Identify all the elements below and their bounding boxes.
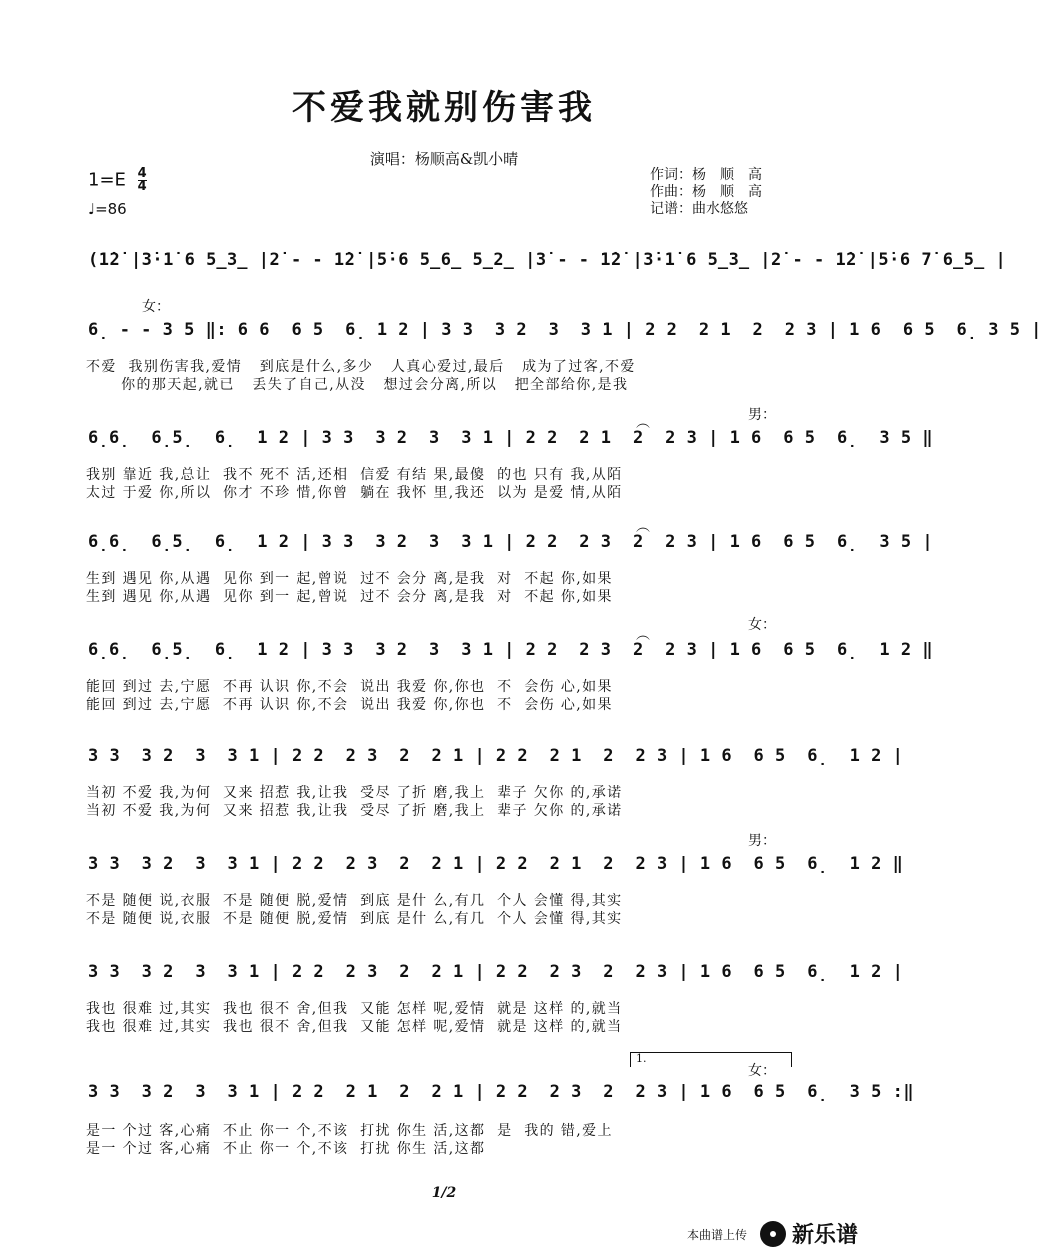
- volta-label: 1.: [636, 1052, 647, 1065]
- part-marker-male: 男：: [748, 407, 776, 423]
- page-number: 1/2: [431, 1185, 457, 1201]
- lyric-row-7-verse-1: 我也 很难 过,其实 我也 很不 舍,但我 又能 怎样 呢,爱情 就是 这样 的,就当: [86, 1001, 623, 1017]
- singer-line: 演唱：杨顺高&凯小晴: [369, 150, 519, 168]
- notation-row-2: 6̣6̣ 6̣5̣ 6̣ 1 2 | 3 3 3 2 3 3 1 | 2 2 2 1 2 2 3 | 1 6 6 5 6̣ 3 5 ‖: [88, 428, 934, 448]
- logo-text: 新乐谱: [792, 1223, 859, 1248]
- upload-note: 本曲谱上传: [687, 1228, 748, 1242]
- lyric-row-8-verse-1: 是一 个过 客,心痛 不止 你一 个,不该 打扰 你生 活,这都 是 我的 错,爱上: [86, 1123, 613, 1139]
- lyric-row-1-verse-2: 你的那天起,就已 丢失了自己,从没 想过会分离,所以 把全部给你,是我: [86, 377, 629, 393]
- notation-row-7: 3 3 3 2 3 3 1 | 2 2 2 3 2 2 1 | 2 2 2 3 2 2 3 | 1 6 6 5 6̣ 1 2 |: [88, 962, 904, 982]
- lyricist-credit: 作词：杨 顺 高: [650, 167, 762, 183]
- lyric-row-4-verse-1: 能回 到过 去,宁愿 不再 认识 你,不会 说出 我爱 你,你也 不 会伤 心,如果: [86, 679, 613, 695]
- lyric-row-1-verse-1: 不爱 我别伤害我,爱情 到底是什么,多少 人真心爱过,最后 成为了过客,不爱: [86, 359, 636, 375]
- lyric-row-7-verse-2: 我也 很难 过,其实 我也 很不 舍,但我 又能 怎样 呢,爱情 就是 这样 的,就当: [86, 1019, 623, 1035]
- lyric-row-5-verse-2: 当初 不爱 我,为何 又来 招惹 我,让我 受尽 了折 磨,我上 辈子 欠你 的,承诺: [86, 803, 623, 819]
- notation-row-3: 6̣6̣ 6̣5̣ 6̣ 1 2 | 3 3 3 2 3 3 1 | 2 2 2 3 2 2 3 | 1 6 6 5 6̣ 3 5 |: [88, 532, 934, 552]
- notation-row-4: 6̣6̣ 6̣5̣ 6̣ 1 2 | 3 3 3 2 3 3 1 | 2 2 2 3 2 2 3 | 1 6 6 5 6̣ 1 2 ‖: [88, 640, 934, 660]
- lyric-row-2-verse-2: 太过 于爱 你,所以 你才 不珍 惜,你曾 躺在 我怀 里,我还 以为 是爱 情,从陌: [86, 485, 623, 501]
- key-signature: [88, 168, 147, 193]
- site-logo[interactable]: [760, 1218, 858, 1249]
- score-title: 不爱我就别伤害我: [292, 88, 596, 128]
- lyric-row-4-verse-2: 能回 到过 去,宁愿 不再 认识 你,不会 说出 我爱 你,你也 不 会伤 心,如果: [86, 697, 613, 713]
- part-marker-female: 女：: [748, 1063, 776, 1079]
- notation-row-8: 3 3 3 2 3 3 1 | 2 2 2 1 2 2 1 | 2 2 2 3 2 2 3 | 1 6 6 5 6̣ 3 5 :‖: [88, 1082, 915, 1102]
- lyric-row-6-verse-2: 不是 随便 说,衣服 不是 随便 脱,爱情 到底 是什 么,有几 个人 会懂 得,其实: [86, 911, 623, 927]
- tie-arc: ︵: [636, 415, 650, 431]
- lyric-row-2-verse-1: 我别 靠近 我,总让 我不 死不 活,还相 信爱 有结 果,最傻 的也 只有 我,从陌: [86, 467, 623, 483]
- notation-row-1: 6̣ - - 3 5 ‖: 6 6 6 5 6̣ 1 2 | 3 3 3 2 3 3 1 | 2 2 2 1 2 2 3 | 1 6 6 5 6̣ 3 5 |: [88, 320, 1042, 340]
- credits-block: [650, 167, 762, 218]
- time-signature-bottom: 4: [137, 179, 147, 194]
- lyric-row-8-verse-2: 是一 个过 客,心痛 不止 你一 个,不该 打扰 你生 活,这都: [86, 1141, 486, 1157]
- notation-row-intro: (1̇2̇ |3̇·1̇ 6 5̲3̲ |2̇ - - 1̇2̇ |5̇·6 5̲6̲ 5̲2̲ |3̇ - - 1̇2̇ |3̇·1̇ 6 5̲3̲ |2̇ - - 1̇2̇ |5̇·6 7̇ 6̲5̲ |: [88, 250, 1007, 270]
- lyric-row-3-verse-1: 生到 遇见 你,从遇 见你 到一 起,曾说 过不 会分 离,是我 对 不起 你,如果: [86, 571, 613, 587]
- disc-icon: [760, 1221, 786, 1247]
- part-marker-female: 女：: [142, 299, 170, 315]
- lyric-row-6-verse-1: 不是 随便 说,衣服 不是 随便 脱,爱情 到底 是什 么,有几 个人 会懂 得,其实: [86, 893, 623, 909]
- notation-row-6: 3 3 3 2 3 3 1 | 2 2 2 3 2 2 1 | 2 2 2 1 2 2 3 | 1 6 6 5 6̣ 1 2 ‖: [88, 854, 904, 874]
- time-signature-top: 4: [137, 166, 147, 181]
- key-label: 1=E: [88, 169, 126, 191]
- notation-row-5: 3 3 3 2 3 3 1 | 2 2 2 3 2 2 1 | 2 2 2 1 2 2 3 | 1 6 6 5 6̣ 1 2 |: [88, 746, 904, 766]
- tie-arc: ︵: [636, 627, 650, 643]
- lyric-row-5-verse-1: 当初 不爱 我,为何 又来 招惹 我,让我 受尽 了折 磨,我上 辈子 欠你 的,承诺: [86, 785, 623, 801]
- part-marker-male: 男：: [748, 833, 776, 849]
- composer-credit: 作曲：杨 顺 高: [650, 184, 762, 200]
- transcriber-credit: 记谱：曲水悠悠: [650, 201, 748, 217]
- time-signature: [138, 168, 147, 193]
- tie-arc: ︵: [636, 519, 650, 535]
- part-marker-female: 女：: [748, 617, 776, 633]
- lyric-row-3-verse-2: 生到 遇见 你,从遇 见你 到一 起,曾说 过不 会分 离,是我 对 不起 你,如果: [86, 589, 613, 605]
- tempo-marking: ♩=86: [88, 200, 127, 218]
